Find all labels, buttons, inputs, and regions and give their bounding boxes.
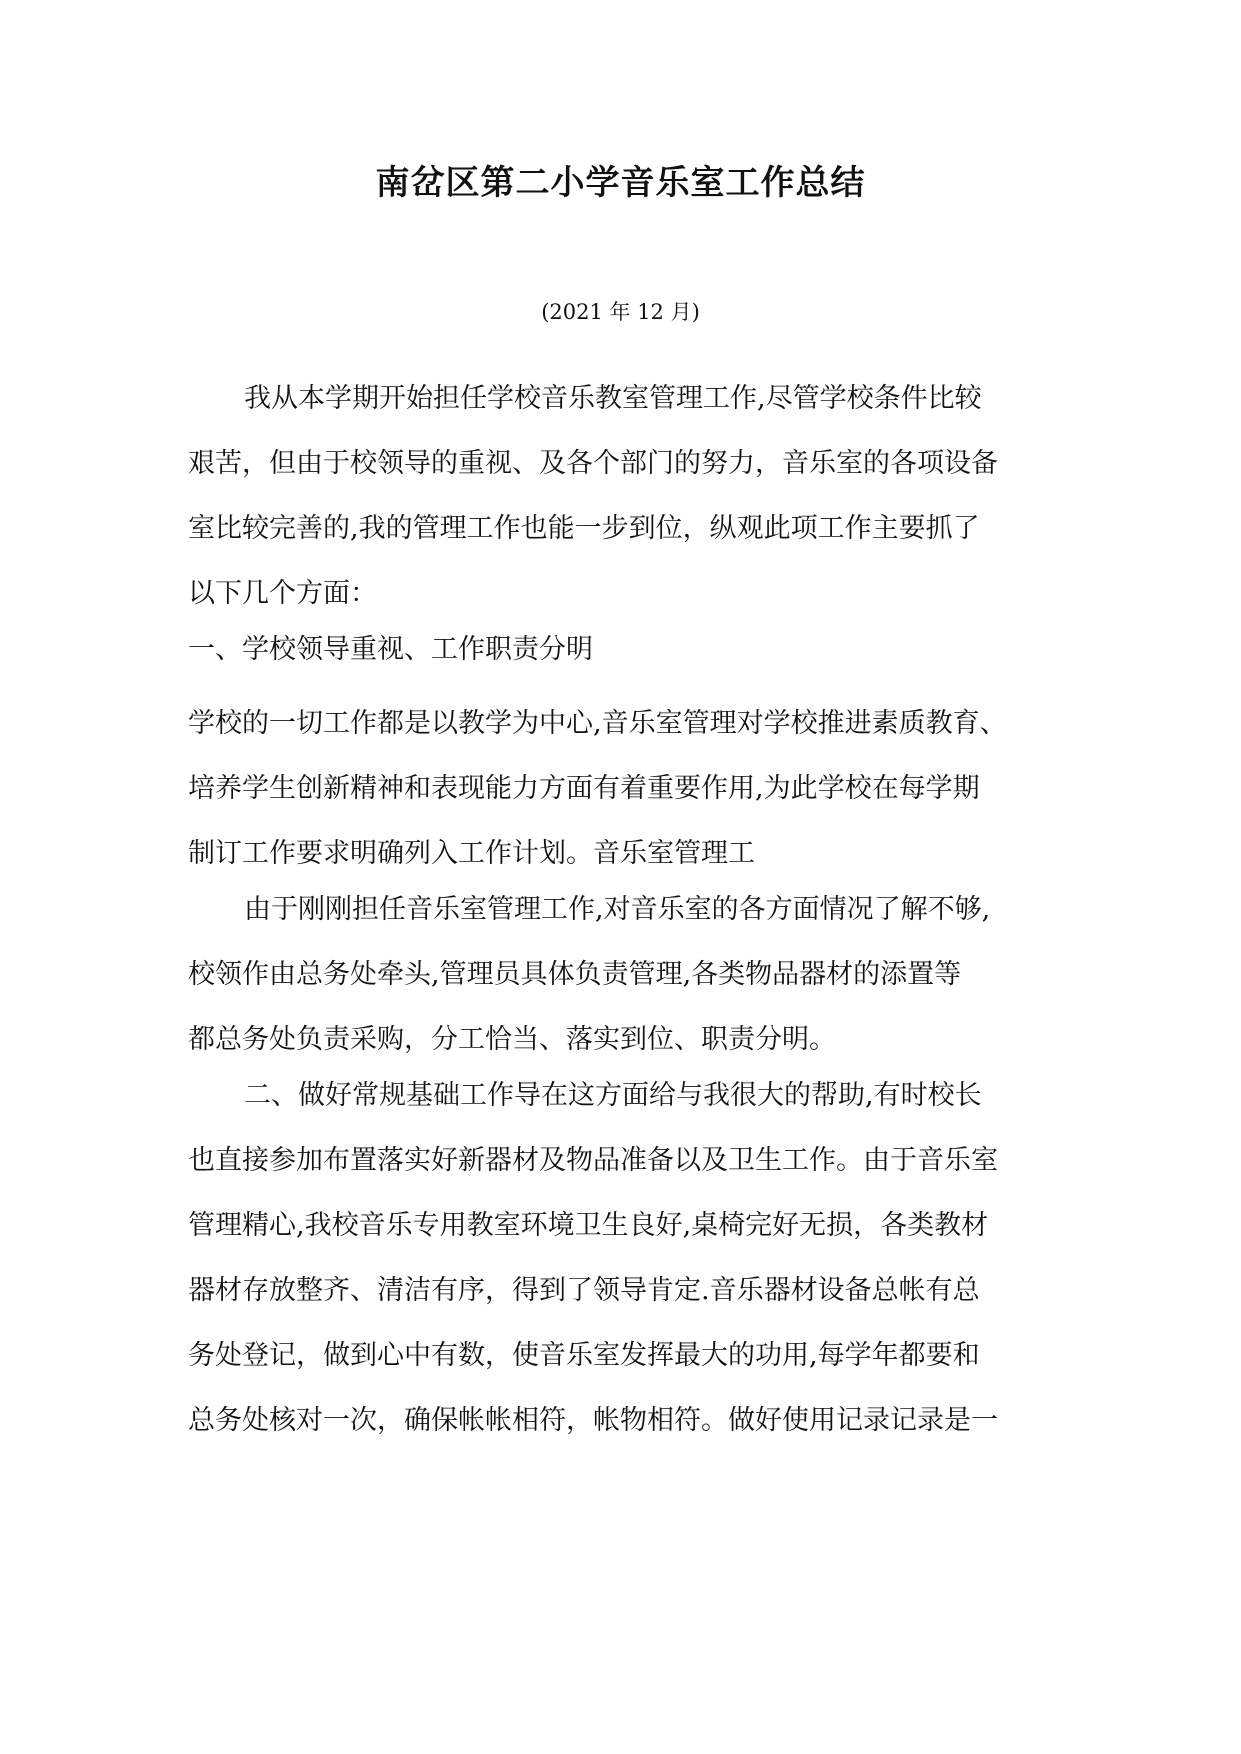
paragraph-line: 器材存放整齐、清洁有序，得到了领导肯定.音乐器材设备总帐有总 xyxy=(188,1275,980,1306)
paragraph-line: 以下几个方面： xyxy=(188,578,377,609)
paragraph-5 xyxy=(188,1063,1068,1453)
paragraph-1 xyxy=(188,366,1068,626)
paragraph-line: 总务处核对一次，确保帐帐相符，帐物相符。做好使用记录记录是一 xyxy=(188,1405,998,1436)
paragraph-4 xyxy=(188,877,1068,1072)
paragraph-line: 培养学生创新精神和表现能力方面有着重要作用,为此学校在每学期 xyxy=(188,773,980,804)
paragraph-line: 由于刚刚担任音乐室管理工作,对音乐室的各方面情况了解不够, xyxy=(244,894,991,925)
document-date: (2021 年 12 月) xyxy=(541,300,700,324)
paragraph-line: 制订工作要求明确列入工作计划。音乐室管理工 xyxy=(188,838,755,869)
section-heading: 一、学校领导重视、工作职责分明 xyxy=(188,634,593,665)
paragraph-line: 艰苦，但由于校领导的重视、及各个部门的努力，音乐室的各项设备 xyxy=(188,448,998,479)
paragraph-3 xyxy=(188,691,1068,886)
paragraph-line: 也直接参加布置落实好新器材及物品准备以及卫生工作。由于音乐室 xyxy=(188,1145,998,1176)
paragraph-line: 校领作由总务处牵头,管理员具体负责管理,各类物品器材的添置等 xyxy=(188,959,962,990)
paragraph-line: 学校的一切工作都是以教学为中心,音乐室管理对学校推进素质教育、 xyxy=(188,708,1007,739)
section-heading-1 xyxy=(188,617,1068,682)
paragraph-line: 室比较完善的,我的管理工作也能一步到位，纵观此项工作主要抓了 xyxy=(188,513,980,544)
paragraph-line: 务处登记，做到心中有数，使音乐室发挥最大的功用,每学年都要和 xyxy=(188,1340,980,1371)
paragraph-line: 二、做好常规基础工作导在这方面给与我很大的帮助,有时校长 xyxy=(244,1080,982,1111)
paragraph-line: 我从本学期开始担任学校音乐教室管理工作,尽管学校条件比较 xyxy=(244,383,982,414)
document-title: 南岔区第二小学音乐室工作总结 xyxy=(375,163,866,203)
paragraph-line: 都总务处负责采购，分工恰当、落实到位、职责分明。 xyxy=(188,1024,836,1055)
paragraph-line: 管理精心,我校音乐专用教室环境卫生良好,桌椅完好无损，各类教材 xyxy=(188,1210,989,1241)
